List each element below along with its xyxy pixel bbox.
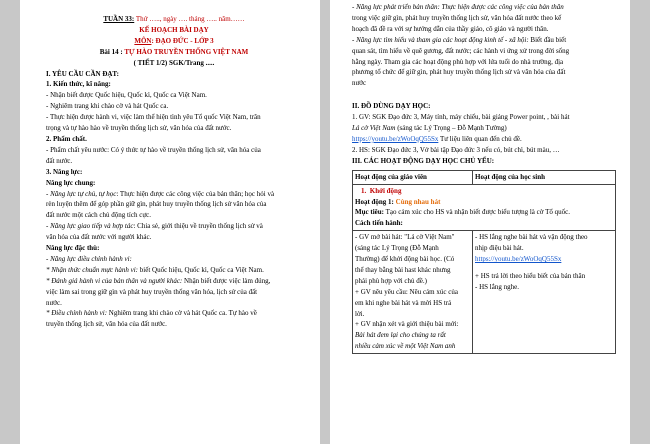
- text-line: trong việc giữ gìn, phát huy truyền thống lịch sử, văn hóa đất nước theo kế: [352, 13, 562, 22]
- text-line: nước: [352, 79, 367, 88]
- subject-label: MÔN: [134, 36, 152, 45]
- text-line: Bài hát đem lại cho chúng ta rất: [355, 331, 446, 340]
- text-line: nước.: [46, 298, 62, 307]
- text-line: - Phẩm chất yêu nước: Có ý thức tự hào về truyền thống lịch sử, văn hóa của: [46, 145, 261, 154]
- text-line: đất nước.: [46, 156, 73, 165]
- teacher-activity-cell: [353, 231, 473, 354]
- aim-label: Mục tiêu:: [355, 208, 384, 217]
- video-link[interactable]: https://youtu.be/zWoOqQ55Sx: [475, 255, 562, 264]
- table-row: [353, 231, 616, 354]
- table-row: [353, 184, 616, 231]
- competence-label: * Đánh giá hành vi của bản thân và người khác:: [46, 276, 183, 285]
- text-line: truyền thống lịch sử, văn hóa của đất nước.: [46, 320, 167, 329]
- text-line: nhiều cảm xúc về một Việt Nam anh: [355, 342, 456, 351]
- table-header-row: [353, 170, 616, 184]
- song-title: Lá cờ Việt Nam: [352, 124, 396, 133]
- text-line: - HS lắng nghe bài hát và vận động theo: [475, 233, 588, 242]
- text-line: văn hóa của đất nước với người khác.: [46, 233, 152, 242]
- text-line: em khi nghe bài hát và mời HS trả: [355, 298, 452, 307]
- warmup-title: [355, 186, 613, 197]
- period-line: ( TIẾT 1/2) SGK/Trang .....: [133, 58, 215, 67]
- text-line: [46, 276, 302, 287]
- text-line: hằng ngày. Tham gia các hoạt động phù hợp với lứa tuổi do nhà trường, địa: [352, 57, 564, 66]
- document-page-left: [20, 0, 320, 444]
- lesson-title: TỰ HÀO TRUYỀN THỐNG VIỆT NAM: [124, 47, 249, 56]
- text-line: - Nghiêm trang khi chào cờ và hát Quốc ca.: [46, 102, 169, 111]
- document-page-right: [330, 0, 630, 444]
- competence-label: - Năng lực tự chủ, tự học: [46, 189, 117, 198]
- text-line: nhịp điệu bài hát.: [475, 244, 524, 253]
- video-link[interactable]: https://youtu.be/zWoOqQ55Sx: [352, 134, 439, 143]
- text-line: + GV nêu yêu cầu: Nêu cảm xúc của: [355, 287, 458, 296]
- text-line: [46, 265, 302, 276]
- aim-text: Tạo cảm xúc cho HS và nhận biết được biểu tượng là cờ Tổ quốc.: [383, 208, 570, 217]
- text-line: (sáng tác Lý Trọng (Đỗ Mạnh: [355, 244, 439, 253]
- text-line: thể thay bằng bài hast khác nhưng: [355, 265, 451, 274]
- text-line: - GV mở bài hát: "Lá cờ Việt Nam": [355, 233, 455, 242]
- competence-text: : Chia sẻ, giới thiệu về truyền thống lịch sử và: [133, 222, 263, 231]
- section-1-3-title: 3. Năng lực:: [46, 167, 83, 176]
- plan-title: KẾ HOẠCH BÀI DẠY: [139, 25, 209, 34]
- lesson-label: Bài 14 :: [99, 47, 125, 56]
- text-line: hoạch đã đề ra với sự hướng dẫn của thầy giáo, cô giáo và người thân.: [352, 24, 549, 33]
- text-line: - Nhận biết được Quốc hiệu, Quốc kì, Quốc ca Việt Nam.: [46, 91, 207, 100]
- text-line: quan sát, tìm hiểu về quê gương, đất nước; các hành vi ứng xử trong đời sống: [352, 46, 570, 55]
- text-line: - Năng lực phát triển bản thân: Thực hiện được các công việc của bản thân: [352, 3, 564, 11]
- activity-1-line: [355, 197, 613, 208]
- column-header-student: Hoạt động của học sinh: [473, 170, 616, 184]
- competence-label: * Điều chỉnh hành vi:: [46, 309, 108, 318]
- section-1-title: I. YÊU CẦU CẦN ĐẠT:: [46, 69, 119, 78]
- text-line: phải phù hợp với chủ đề.): [355, 276, 427, 285]
- competence-label: - Năng lực tìm hiểu và tham gia các hoạt động kinh tế - xã hội:: [352, 35, 529, 44]
- section-2-title: II. ĐỒ DÙNG DẠY HỌC:: [352, 102, 431, 111]
- week-date-line: [46, 14, 302, 25]
- song-author: (sáng tác Lý Trọng – Đỗ Mạnh Tường): [395, 124, 507, 133]
- competence-text: : Thực hiện được các công việc của bản thân; học hỏi và: [116, 189, 275, 198]
- activity-1-title: Cùng nhau hát: [395, 197, 441, 206]
- warmup-cell: [353, 184, 616, 231]
- warmup-number: 1.: [361, 186, 367, 195]
- subject-value: : ĐẠO ĐỨC - LỚP 3: [151, 36, 214, 45]
- lesson-line: [46, 47, 302, 58]
- text-line: 1. GV: SGK Đạo đức 3, Máy tính, máy chiếu, bài giảng Power point, , bài hát: [352, 113, 570, 122]
- warmup-label: Khởi động: [369, 186, 402, 195]
- text-line: trọng và tự hào hào về truyền thống lịch sử, văn hóa của đất nước.: [46, 124, 232, 133]
- text-line: [46, 189, 302, 200]
- activities-table: [352, 170, 616, 355]
- competence-text: Biết đầu biết: [528, 35, 567, 44]
- column-header-teacher: Hoạt động của giáo viên: [353, 170, 473, 184]
- competence-text: Nghiêm trang khi chào cờ và hát Quốc ca. Tự hào về: [107, 309, 257, 318]
- text-line: rèn luyện thêm để góp phần giữ gìn, phát huy truyền thống lịch sử văn hóa của: [46, 200, 267, 209]
- competence-text: Nhận biết được việc làm đúng,: [182, 276, 271, 285]
- text-line: - Thực hiện được hành vi, việc làm thể hiện tình yêu Tổ quốc Việt Nam, trân: [46, 113, 261, 122]
- text-line: + HS trả lời theo hiểu biết của bản thân: [475, 271, 586, 280]
- week-label: TUẦN 33:: [103, 15, 135, 23]
- text-line: - Năng lực điều chỉnh hành vi:: [46, 254, 132, 263]
- text-line: [352, 123, 612, 134]
- text-line: phương tổ chức để giữ gìn, phát huy truyền thống lịch sử và văn hóa của đất: [352, 68, 566, 77]
- text-line: + GV nhận xét và giới thiệu bài mới:: [355, 320, 459, 329]
- specific-competence-title: Năng lực đặc thù:: [46, 244, 100, 253]
- text-line: đất nước một cách chủ động tích cực.: [46, 211, 151, 220]
- subject-line: [46, 36, 302, 47]
- date-line: Thứ ….., ngày …. tháng ….. năm……: [135, 15, 245, 23]
- text-line: [352, 134, 612, 145]
- section-1-2-title: 2. Phẩm chất.: [46, 134, 87, 143]
- method-label: Cách tiến hành:: [355, 219, 403, 228]
- activity-1-label: Hoạt động 1:: [355, 197, 396, 206]
- student-activity-cell: [473, 231, 616, 354]
- competence-label: * Nhận thức chuẩn mực hành vi:: [46, 265, 139, 274]
- text-line: [352, 35, 612, 46]
- text-line: - HS lắng nghe.: [475, 282, 519, 291]
- competence-text: biết Quốc hiệu, Quốc kì, Quốc ca Việt Nam.: [138, 265, 264, 274]
- text-line: lời.: [355, 309, 365, 318]
- competence-label: - Năng lực giao tiếp và hợp tác: [46, 222, 134, 231]
- materials-note: Tư liệu liên quan đến chủ đề.: [438, 134, 522, 143]
- section-3-title: III. CÁC HOẠT ĐỘNG DẠY HỌC CHỦ YẾU:: [352, 156, 495, 165]
- text-line: 2. HS: SGK Đạo đức 3, Vở bài tập Đạo đức 3 nếu có, bút chì, bút màu, …: [352, 145, 560, 154]
- aim-line: [355, 207, 613, 218]
- section-1-1-title: 1. Kiến thức, kĩ năng:: [46, 80, 111, 89]
- text-line: [46, 308, 302, 319]
- text-line: [46, 221, 302, 232]
- general-competence-title: Năng lực chung:: [46, 178, 96, 187]
- text-line: việc làm sai trong giữ gìn và phát huy truyền thống văn hóa, lịch sử của đất: [46, 287, 258, 296]
- text-line: Thường) để khởi động bài học. (Có: [355, 255, 455, 264]
